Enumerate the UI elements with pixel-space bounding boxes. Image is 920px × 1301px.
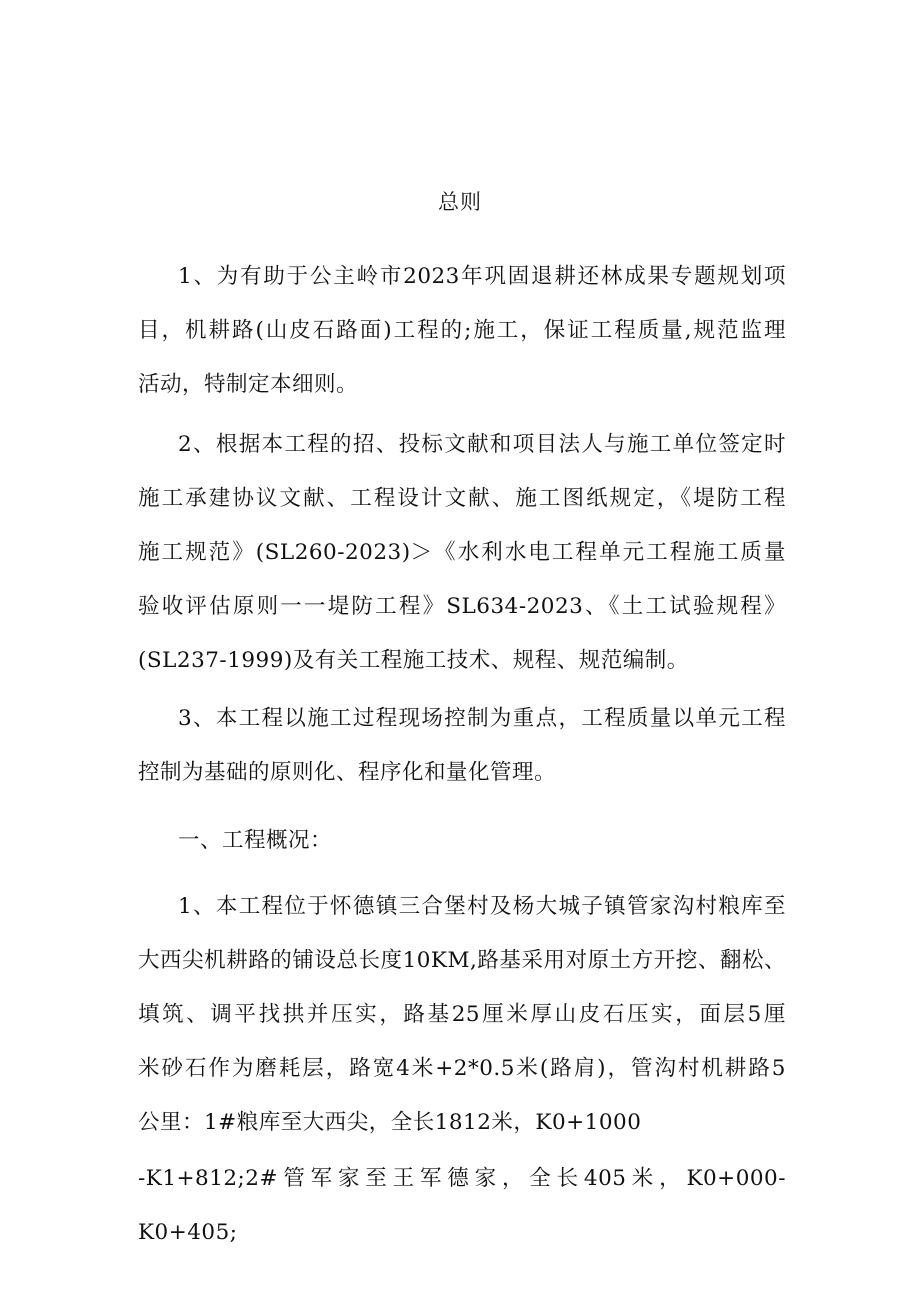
text-line: 1、本工程位于怀德镇三合堡村及杨大城子镇管家沟村粮库至 [178,894,786,919]
text-line: 活动，特制定本细则。 [138,372,359,397]
text-line: 施工规范》(SL260-2023)＞《水利水电工程单元工程施工质量 [138,540,786,565]
text-line: 1、为有助于公主岭市2023年巩固退耕还林成果专题规划项 [178,264,786,289]
text-line: 填筑、调平找拱并压实，路基25厘米厚山皮石压实，面层5厘 [138,1002,786,1027]
text-line: 控制为基础的原则化、程序化和量化管理。 [138,760,557,785]
paragraph-4 [138,880,786,1150]
text-line: 施工承建协议文献、工程设计文献、施工图纸规定，《堤防工程 [138,486,786,511]
paragraph-2 [138,418,786,688]
paragraph-1 [138,250,786,412]
text-line: 3、本工程以施工过程现场控制为重点，工程质量以单元工程 [178,706,786,731]
text-line: 目，机耕路(山皮石路面)工程的;施工，保证工程质量,规范监理 [138,318,786,343]
text-line: (SL237-1999)及有关工程施工技术、规程、规范编制。 [138,648,689,673]
heading-line: 一、工程概况： [178,828,333,853]
text-line: 2、根据本工程的招、投标文献和项目法人与施工单位签定时 [178,432,786,457]
section-heading [138,814,786,868]
text-line: 大西尖机耕路的铺设总长度10KM,路基采用对原土方开挖、翻松、 [138,948,786,973]
page-title: 总则 [438,190,482,214]
text-line: 米砂石作为磨耗层，路宽4米+2*0.5米(路肩)，管沟村机耕路5 [138,1056,786,1081]
text-line: -K1+812;2#管军家至王军德家，全长405米，K0+000-K0+405; [138,1166,786,1245]
paragraph-5 [138,1152,786,1245]
text-line: 公里：1#粮库至大西尖，全长1812米，K0+1000 [138,1110,642,1135]
text-line: 验收评估原则一一堤防工程》SL634-2023、《土工试验规程》 [138,594,786,619]
paragraph-3 [138,692,786,800]
